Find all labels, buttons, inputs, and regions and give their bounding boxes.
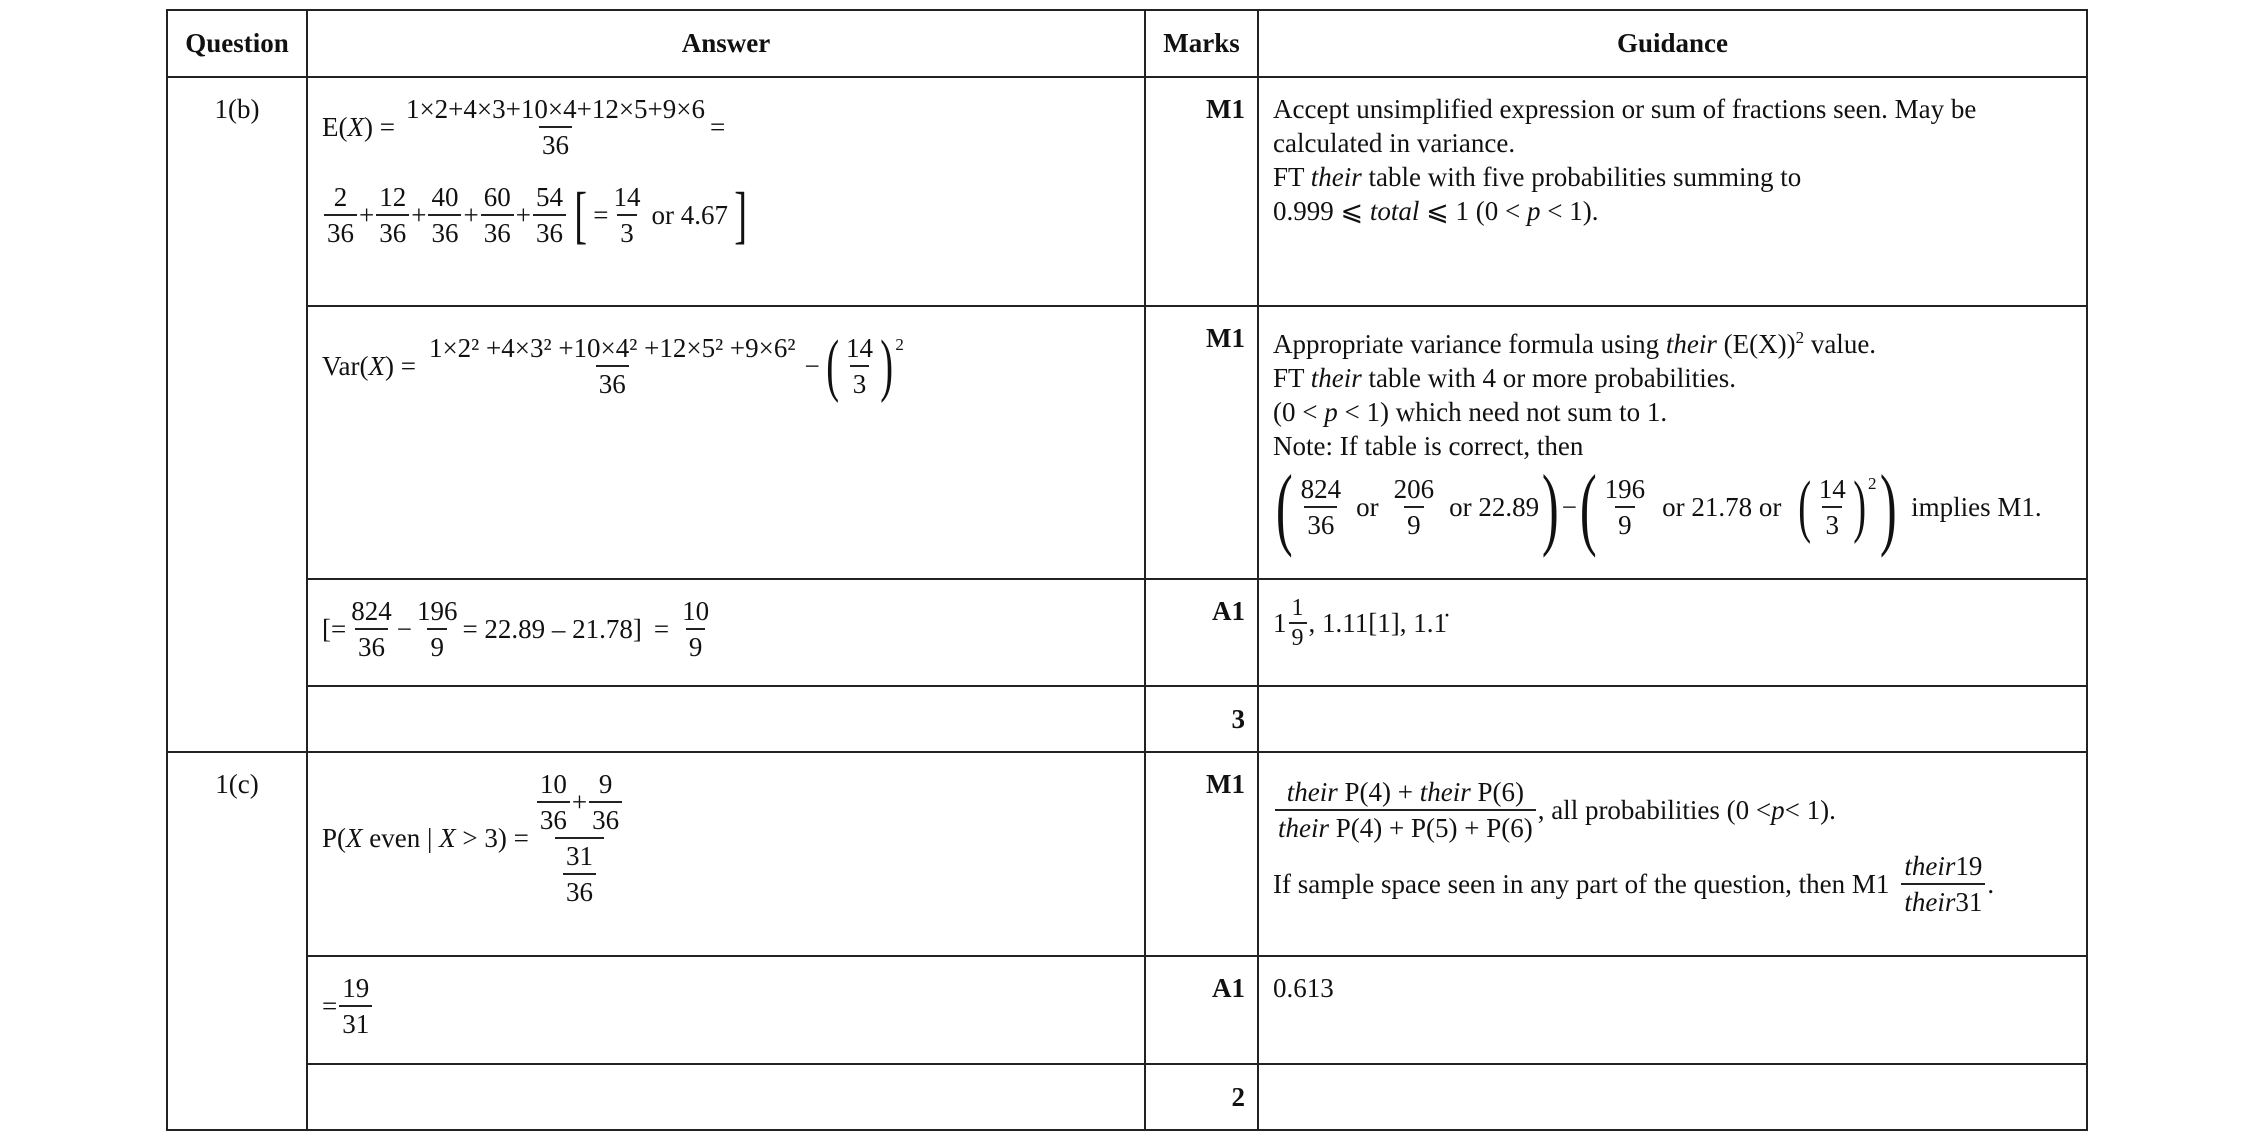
ex-lhs: E(X) = [322, 111, 395, 142]
guidance-conditional-result: 0.613 [1258, 956, 2087, 1064]
cond-lhs: P(X even | X > 3) = [322, 822, 529, 853]
mark-m1-expectation: M1 [1145, 77, 1258, 306]
answer-variance-result: [= $\frac{824}{36}$ − $\frac{196}{9}$ = 22.89 – 21.78] = $\frac{10}{9}$ [307, 579, 1145, 686]
empty-guidance-cell [1258, 1064, 2087, 1130]
total-1b: 3 [1145, 686, 1258, 752]
guidance-variance-result: 1 1 9 , 1.11[1], 1.1̇ [1258, 579, 2087, 686]
table-row [167, 77, 2087, 306]
guidance-variance: Appropriate variance formula using their $(E(X))^2$ value. FT their table with 4 or more probabilities. (0 < p < 1) which need not sum to 1. Note: If table is correct, then ( 824 36 or 206 9 or 22.89 ) − ( 196 9 or 21.78 or ( 14 3 ) $^2$ ) implies M1. [1258, 306, 2087, 579]
var-denominator: 36 [596, 365, 629, 401]
right-bracket: ] [734, 179, 748, 250]
table-row [167, 306, 2087, 579]
header-question: Question [167, 10, 307, 77]
header-guidance: Guidance [1258, 10, 2087, 77]
guidance-text: Accept unsimplified expression or sum of fractions seen. May be calculated in variance. [1273, 94, 1977, 158]
compound-fraction: 10 36 + $\frac{9}{36}$ $\frac{31}{36}$ [535, 767, 624, 909]
guidance-expectation [1258, 77, 2087, 306]
guidance-variance-expression: ( 824 36 or 206 9 or 22.89 ) − ( 196 9 or 21.78 or ( 14 3 ) $^2$ ) implies M1. [1275, 456, 2042, 558]
header-row [167, 10, 2087, 77]
mark-scheme-table [166, 9, 2088, 1131]
total-1c: 2 [1145, 1064, 1258, 1130]
ex-fraction [403, 92, 708, 162]
answer-conditional-result: = $\frac{19}{31}$ [307, 956, 1145, 1064]
frac-60-36: $\frac{60}{36}$ [481, 180, 514, 250]
frac-14-3: $\frac{14}{3}$ [613, 182, 641, 248]
guidance-ft: FT their table with five probabilities summing to [1273, 162, 1802, 192]
mark-a1-variance: A1 [1145, 579, 1258, 686]
guidance-range: 0.999 ⩽ total ⩽ 1 (0 < p < 1). [1273, 196, 1599, 226]
header-answer: Answer [307, 10, 1145, 77]
ex-denominator: 36 [539, 126, 572, 162]
table-row [167, 686, 2087, 752]
table-row [167, 956, 2087, 1064]
mark-m1-conditional: M1 [1145, 752, 1258, 956]
ex-sum-row: 2 36 + $\frac{12}{36}$ + $\frac{40}{36}$ + $\frac{60}{36}$ + $\frac{54}{36}$ [ = $\frac{14}{3}$ or 4.67 ] [322, 180, 1144, 250]
empty-guidance-cell [1258, 686, 2087, 752]
empty-answer-cell [307, 1064, 1145, 1130]
left-bracket: [ [574, 179, 587, 250]
answer-conditional [307, 752, 1145, 956]
header-marks: Marks [1145, 10, 1258, 77]
question-label-1c: 1(c) [167, 752, 307, 1130]
empty-answer-cell [307, 686, 1145, 752]
frac-2-36: 2 36 [324, 180, 357, 250]
frac-12-36: $\frac{12}{36}$ [376, 180, 409, 250]
question-label-1b: 1(b) [167, 77, 307, 752]
table-row [167, 752, 2087, 956]
frac-14-3-sq: 14 3 [846, 333, 874, 399]
ex-equals: = [710, 111, 726, 142]
mark-a1-conditional: A1 [1145, 956, 1258, 1064]
guidance-conditional: their P(4) + their P(6) their P(4) + P(5) + P(6) , all probabilities (0 < p < 1). If sample space seen in any part of the question, then M1 their19 their31 . [1258, 752, 2087, 956]
table-row [167, 579, 2087, 686]
ex-numerator: 1×2+4×3+10×4+12×5+9×6 [405, 94, 705, 124]
mark-m1-variance: M1 [1145, 306, 1258, 579]
var-numerator: 1×2² +4×3² +10×4² +12×5² +9×6² [428, 333, 796, 363]
frac-54-36: $\frac{54}{36}$ [533, 180, 566, 250]
answer-expectation [307, 77, 1145, 306]
table-row [167, 1064, 2087, 1130]
var-fraction [426, 331, 799, 401]
answer-variance: Var(X) = $\frac{\text{1×2² +4×3² +10×4² +12×5² +9×6²}}{36}$ − ( 14 3 ) $^2$ [307, 306, 1145, 579]
or-4-67: or 4.67 [651, 199, 728, 230]
var-lhs: Var(X) = [322, 350, 416, 381]
frac-40-36: $\frac{40}{36}$ [428, 180, 461, 250]
